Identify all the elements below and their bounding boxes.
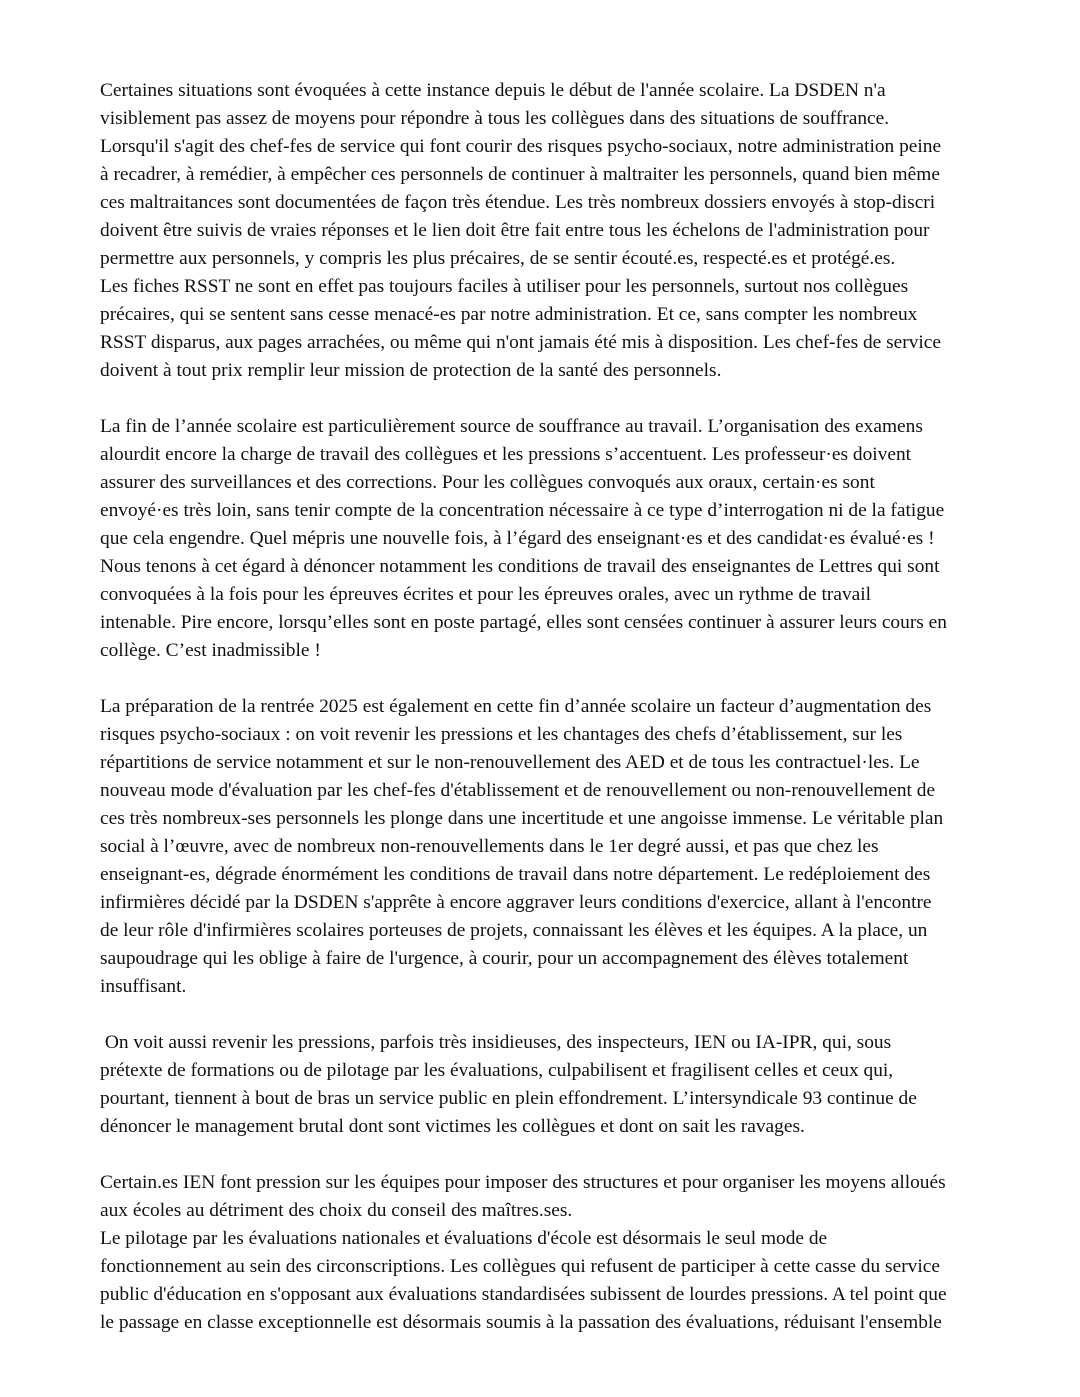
text-line: saupoudrage qui les oblige à faire de l'urgence, à courir, pour un accompagnement des élèves totalement <box>100 948 909 969</box>
text-line: Certaines situations sont évoquées à cette instance depuis le début de l'année scolaire. La DSDEN n'a <box>100 80 886 101</box>
text-line: doivent être suivis de vraies réponses et le lien doit être fait entre tous les échelons de l'administration pour <box>100 220 930 241</box>
text-line: On voit aussi revenir les pressions, parfois très insidieuses, des inspecteurs, IEN ou IA-IPR, qui, sous <box>100 1032 892 1053</box>
text-line: insuffisant. <box>100 976 187 997</box>
text-line: Le pilotage par les évaluations nationales et évaluations d'école est désormais le seul mode de <box>100 1228 828 1249</box>
paragraph-3 <box>100 693 1040 1001</box>
document-page <box>100 77 1040 1337</box>
text-line: précaires, qui se sentent sans cesse menacé-es par notre administration. Et ce, sans compter les nombreux <box>100 304 918 325</box>
text-line: enseignant-es, dégrade énormément les conditions de travail dans notre département. Le redéploiement des <box>100 864 931 885</box>
paragraph-spacer <box>100 385 1040 413</box>
text-line: de leur rôle d'infirmières scolaires porteuses de projets, connaissant les élèves et les équipes. A la place, un <box>100 920 928 941</box>
text-line: intenable. Pire encore, lorsqu’elles sont en poste partagé, elles sont censées continuer à assurer leurs cours en <box>100 612 947 633</box>
text-line: envoyé·es très loin, sans tenir compte de la concentration nécessaire à ce type d’interrogation ni de la fatigue <box>100 500 945 521</box>
text-line: répartitions de service notamment et sur le non-renouvellement des AED et de tous les contractuel·les. Le <box>100 752 920 773</box>
text-line: infirmières décidé par la DSDEN s'apprête à encore aggraver leurs conditions d'exercice, allant à l'encontre <box>100 892 932 913</box>
text-line: convoquées à la fois pour les épreuves écrites et pour les épreuves orales, avec un rythme de travail <box>100 584 872 605</box>
text-line: le passage en classe exceptionnelle est désormais soumis à la passation des évaluations, réduisant l'ensemble <box>100 1312 942 1333</box>
text-line: doivent à tout prix remplir leur mission de protection de la santé des personnels. <box>100 360 722 381</box>
text-line: que cela engendre. Quel mépris une nouvelle fois, à l’égard des enseignant·es et des candidat·es évalué·es ! <box>100 528 935 549</box>
text-line: à recadrer, à remédier, à empêcher ces personnels de continuer à maltraiter les personnels, quand bien même <box>100 164 940 185</box>
text-line: Nous tenons à cet égard à dénoncer notamment les conditions de travail des enseignantes de Lettres qui sont <box>100 556 940 577</box>
paragraph-1 <box>100 77 1040 385</box>
text-line: public d'éducation en s'opposant aux évaluations standardisées subissent de lourdes pressions. A tel point que <box>100 1284 947 1305</box>
text-line: La préparation de la rentrée 2025 est également en cette fin d’année scolaire un facteur d’augmentation des <box>100 696 932 717</box>
text-line: ces maltraitances sont documentées de façon très étendue. Les très nombreux dossiers envoyés à stop-discri <box>100 192 936 213</box>
paragraph-5 <box>100 1169 1040 1337</box>
text-line: collège. C’est inadmissible ! <box>100 640 321 661</box>
text-line: nouveau mode d'évaluation par les chef-fes d'établissement et de renouvellement ou non-renouvellement de <box>100 780 936 801</box>
text-line: fonctionnement au sein des circonscriptions. Les collègues qui refusent de participer à cette casse du service <box>100 1256 940 1277</box>
text-line: La fin de l’année scolaire est particulièrement source de souffrance au travail. L’organisation des examens <box>100 416 923 437</box>
text-line: assurer des surveillances et des corrections. Pour les collègues convoqués aux oraux, certain·es sont <box>100 472 875 493</box>
text-line: Les fiches RSST ne sont en effet pas toujours faciles à utiliser pour les personnels, surtout nos collègues <box>100 276 909 297</box>
text-line: prétexte de formations ou de pilotage par les évaluations, culpabilisent et fragilisent celles et ceux qui, <box>100 1060 894 1081</box>
paragraph-spacer <box>100 1001 1040 1029</box>
text-line: alourdit encore la charge de travail des collègues et les pressions s’accentuent. Les professeur·es doivent <box>100 444 912 465</box>
paragraph-spacer <box>100 1141 1040 1169</box>
text-line: visiblement pas assez de moyens pour répondre à tous les collègues dans des situations de souffrance. <box>100 108 890 129</box>
paragraph-4 <box>100 1029 1040 1141</box>
paragraph-spacer <box>100 665 1040 693</box>
paragraph-2 <box>100 413 1040 665</box>
text-line: permettre aux personnels, y compris les plus précaires, de se sentir écouté.es, respecté.es et protégé.es. <box>100 248 896 269</box>
text-line: ces très nombreux-ses personnels les plonge dans une incertitude et une angoisse immense. Le véritable plan <box>100 808 944 829</box>
text-line: dénoncer le management brutal dont sont victimes les collègues et dont on sait les ravages. <box>100 1116 805 1137</box>
text-line: social à l’œuvre, avec de nombreux non-renouvellements dans le 1er degré aussi, et pas que chez les <box>100 836 879 857</box>
text-line: Certain.es IEN font pression sur les équipes pour imposer des structures et pour organiser les moyens alloués <box>100 1172 946 1193</box>
text-line: RSST disparus, aux pages arrachées, ou même qui n'ont jamais été mis à disposition. Les chef-fes de service <box>100 332 942 353</box>
text-line: risques psycho-sociaux : on voit revenir les pressions et les chantages des chefs d’établissement, sur les <box>100 724 903 745</box>
text-line: pourtant, tiennent à bout de bras un service public en plein effondrement. L’intersyndicale 93 continue de <box>100 1088 917 1109</box>
text-line: Lorsqu'il s'agit des chef-fes de service qui font courir des risques psycho-sociaux, notre administration peine <box>100 136 942 157</box>
text-line: aux écoles au détriment des choix du conseil des maîtres.ses. <box>100 1200 573 1221</box>
